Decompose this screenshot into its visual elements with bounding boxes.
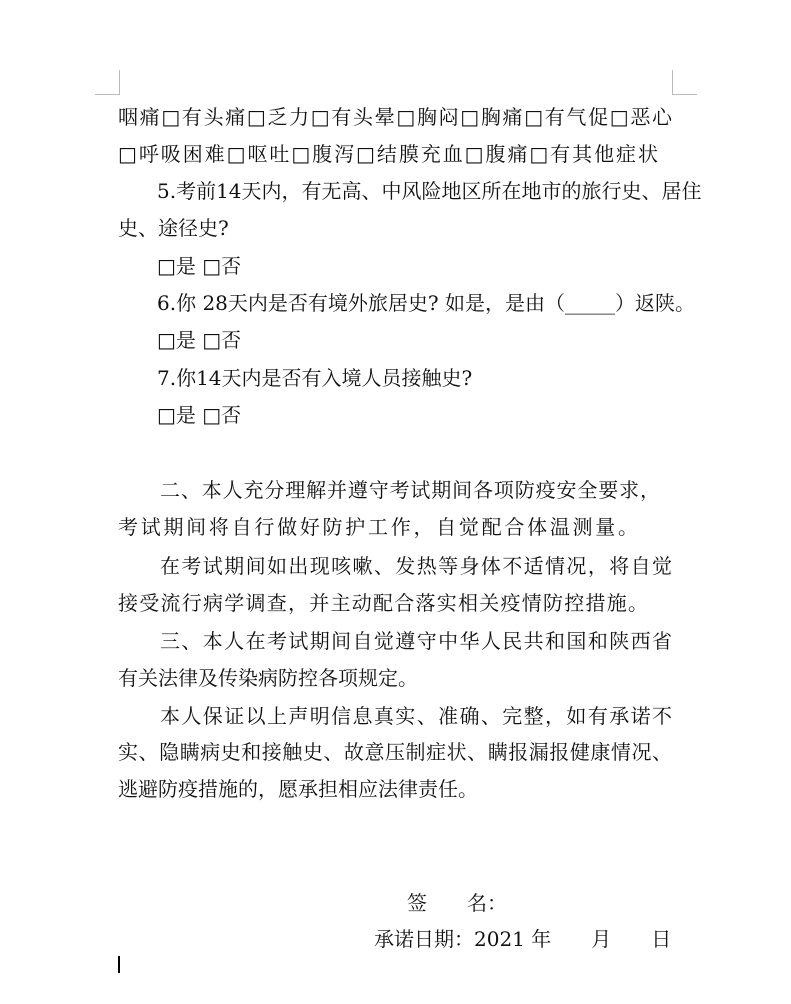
- pledge-line-3: 逃避防疫措施的，愿承担相应法律责任。: [118, 777, 478, 801]
- question-5-options: □是 □否: [157, 254, 242, 278]
- section-2-line-1: 二、本人充分理解并遵守考试期间各项防疫安全要求，: [160, 478, 660, 502]
- text-cursor: [118, 956, 120, 973]
- margin-corner-top-right: [672, 70, 697, 95]
- question-7-options: □是 □否: [157, 403, 242, 427]
- question-5: 5.考前14天内，有无高、中风险地区所在地市的旅行史、居住: [157, 179, 702, 203]
- symptom-line-1: 咽痛□有头痛□乏力□有头晕□胸闷□胸痛□有气促□恶心: [118, 105, 672, 129]
- pledge-line-2: 实、隐瞒病史和接触史、故意压制症状、瞒报漏报健康情况、: [118, 740, 672, 764]
- section-2-line-2: 考试期间将自行做好防护工作，自觉配合体温测量。: [118, 515, 638, 539]
- section-3-line-1: 三、本人在考试期间自觉遵守中华人民共和国和陕西省: [160, 629, 672, 653]
- section-2-line-3: 在考试期间如出现咳嗽、发热等身体不适情况，将自觉: [160, 554, 672, 578]
- question-7: 7.你14天内是否有入境人员接触史?: [157, 366, 473, 390]
- signature-label: 签 名：: [407, 891, 507, 915]
- pledge-date-label: 承诺日期：2021 年 月 日: [374, 927, 672, 951]
- symptom-line-2: □呼吸困难□呕吐□腹泻□结膜充血□腹痛□有其他症状: [118, 142, 658, 166]
- pledge-line-1: 本人保证以上声明信息真实、准确、完整，如有承诺不: [160, 704, 672, 728]
- section-2-line-4: 接受流行病学调查，并主动配合落实相关疫情防控措施。: [118, 591, 648, 615]
- question-5-cont: 史、途径史?: [118, 216, 229, 240]
- question-6-options: □是 □否: [157, 328, 242, 352]
- margin-corner-top-left: [95, 70, 120, 95]
- section-3-line-2: 有关法律及传染病防控各项规定。: [118, 666, 418, 690]
- question-6: 6.你 28天内是否有境外旅居史? 如是，是由（_____）返陕。: [157, 291, 695, 315]
